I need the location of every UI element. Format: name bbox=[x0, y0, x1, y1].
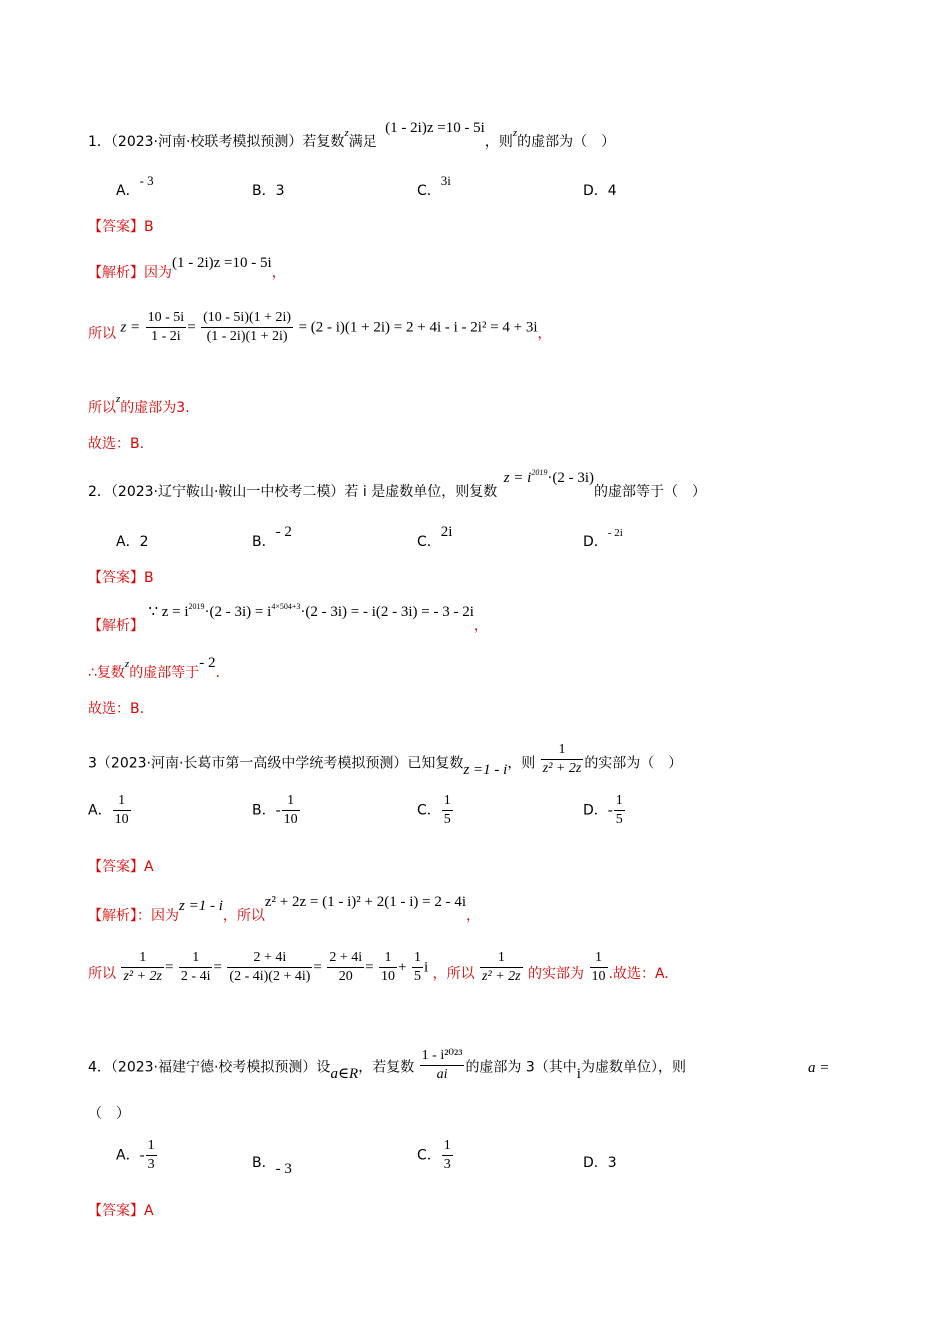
q1-option-d[interactable]: D．4 bbox=[583, 183, 617, 199]
q2-conclusion: ∴复数$^z$的虚部等于- 2. bbox=[88, 655, 220, 681]
q3-analysis: 【解析】：因为z =1 - i，所以z² + 2z = (1 - i)² + 2(1 - i) = 2 - 4i， bbox=[88, 894, 480, 924]
q3-option-d[interactable]: D．- $\frac{1}{5}$ bbox=[583, 793, 623, 827]
q4-option-c[interactable]: C． $\frac{1}{3}$ bbox=[417, 1138, 451, 1172]
q2-choose: 故选：B. bbox=[88, 701, 145, 717]
q1-option-b[interactable]: B．3 bbox=[252, 183, 285, 199]
q3-derivation: 所以 $\frac{1}{\text{z² + 2z}}$ = $\frac{1}{2 - 4i}$ = $\frac{2 + 4i}{(2 - 4i)(2 + 4i)}$ = $\frac{2 + 4i}{20}$ = $\frac{1}{10}$ + $\frac{1}{5}$ i ，所以 $\frac{1}{\text{z² + 2z}}$ 的实部为 $\frac{1}{10}$ .故选：A. bbox=[88, 950, 669, 984]
q3-stem: 3（2023·河南·长葛市第一高级中学统考模拟预测）已知复数z =1 - i，则 $\frac{1}{\text{z² + 2z}}$ 的实部为（ ） bbox=[88, 742, 683, 778]
q2-analysis: 【解析】 ∵ $z = i^{2019}\cdot(2 - 3i) = i^{4\times 504+3}\cdot(2 - 3i)$ = - i(2 - 3i) = - 3 - 2i， bbox=[88, 602, 488, 634]
fraction: $\frac{\text{1 - i²⁰²³}}{ai}$ bbox=[421, 1048, 463, 1082]
q1-answer: 【答案】B bbox=[88, 219, 154, 235]
q4-option-a[interactable]: A．- $\frac{1}{3}$ bbox=[116, 1138, 155, 1172]
q3-option-a[interactable]: A． $\frac{1}{10}$ bbox=[88, 793, 129, 827]
q3-option-c[interactable]: C． $\frac{1}{5}$ bbox=[417, 793, 451, 827]
q4-stem: 4．（2023·福建宁德·校考模拟预测）设a∈R，若复数 $\frac{\text{1 - i²⁰²³}}{ai}$ 的虚部为 3（其中i为虚数单位），则 bbox=[88, 1048, 686, 1082]
q4-option-b[interactable]: B．- 3 bbox=[252, 1155, 292, 1177]
fraction: $\frac{10 - 5i}{1 - 2i}$ bbox=[147, 310, 185, 344]
q4-option-d[interactable]: D．3 bbox=[583, 1155, 617, 1171]
q1-derivation: 所以 z = $\frac{10 - 5i}{1 - 2i}$ = $\frac{(10 - 5i)(1 + 2i)}{(1 - 2i)(1 + 2i)}$ = (2 - i)(1 + 2i) = 2 + 4i - i - 2i² = 4 + 3i， bbox=[88, 310, 552, 344]
q2-option-b[interactable]: B．- 2 bbox=[252, 524, 292, 550]
fraction: $\frac{1}{\text{z² + 2z}}$ bbox=[542, 742, 582, 776]
q4-var-a: a = bbox=[808, 1060, 830, 1076]
q1-choose: 故选：B. bbox=[88, 436, 145, 452]
q1-option-c[interactable]: C．3i bbox=[417, 173, 451, 199]
q4-paren: （ ） bbox=[88, 1106, 130, 1122]
q1-stem: 1．（2023·河南·校联考模拟预测）若复数$^z$满足 (1 - 2i)z =10 - 5i，则$^z$的虚部为（ ） bbox=[88, 120, 616, 150]
q2-answer: 【答案】B bbox=[88, 570, 154, 586]
q4-answer: 【答案】A bbox=[88, 1203, 154, 1219]
q2-stem: 2．（2023·辽宁鞍山·鞍山一中校考二模）若 i 是虚数单位，则复数 $z = i^{2019}\cdot(2 - 3i)$的虚部等于（ ） bbox=[88, 468, 706, 500]
fraction: $\frac{(10 - 5i)(1 + 2i)}{(1 - 2i)(1 + 2i)}$ bbox=[203, 310, 292, 344]
q1-equation: (1 - 2i)z =10 - 5i bbox=[385, 120, 485, 136]
q1-conclusion: 所以$^z$的虚部为3. bbox=[88, 393, 190, 416]
q1-option-a[interactable]: A．- 3 bbox=[116, 173, 154, 199]
q2-option-a[interactable]: A．2 bbox=[116, 534, 149, 550]
q3-answer: 【答案】A bbox=[88, 859, 154, 875]
q3-option-b[interactable]: B．- $\frac{1}{10}$ bbox=[252, 793, 298, 827]
q2-equation: $z = i^{2019}\cdot(2 - 3i)$ bbox=[503, 468, 594, 486]
q2-option-c[interactable]: C．2i bbox=[417, 524, 453, 550]
q1-analysis: 【解析】因为(1 - 2i)z =10 - 5i， bbox=[88, 255, 286, 281]
q2-option-d[interactable]: D．$^{- 2i}$ bbox=[583, 527, 623, 550]
